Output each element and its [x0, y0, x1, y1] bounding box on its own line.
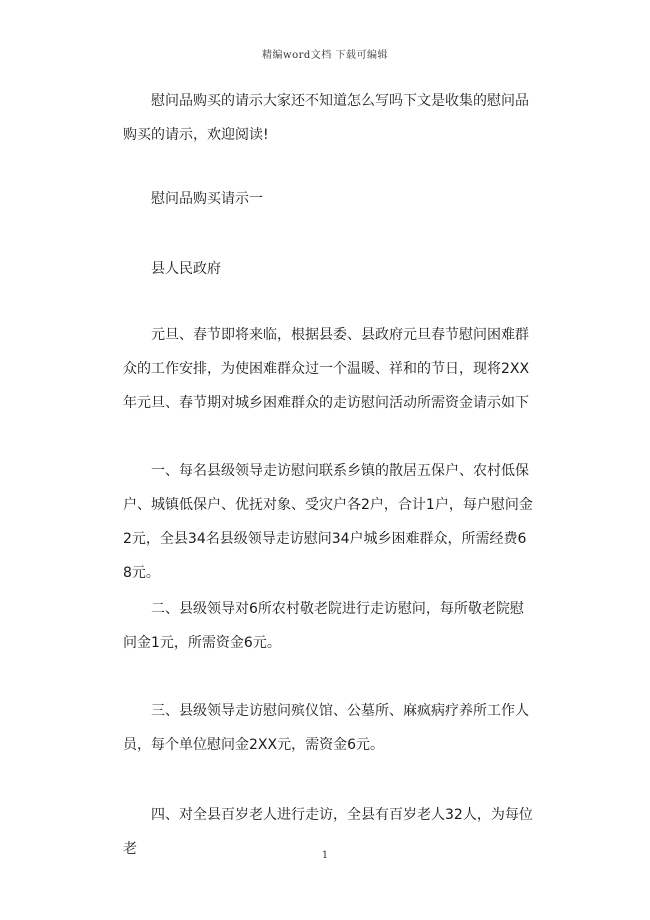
intro-paragraph: 慰问品购买的请示大家还不知道怎么写吗下文是收集的慰问品购买的请示，欢迎阅读!	[123, 93, 529, 143]
page-header: 精编word文档 下载可编辑	[262, 50, 388, 61]
item-four: 四、对全县百岁老人进行走访，全县有百岁老人32人，为每位老	[123, 807, 533, 857]
section-title: 慰问品购买请示一	[151, 191, 263, 207]
item-three: 三、县级领导走访慰问殡仪馆、公墓所、麻疯病疗养所工作人员，每个单位慰问金2XX元，需资金6元。	[123, 703, 529, 753]
page-number: 1	[321, 850, 329, 861]
recipient-line: 县人民政府	[151, 261, 221, 277]
item-two: 二、县级领导对6所农村敬老院进行走访慰问，每所敬老院慰问金1元，所需资金6元。	[123, 601, 524, 651]
body-paragraph-1: 元旦、春节即将来临，根据县委、县政府元旦春节慰问困难群众的工作安排，为使困难群众过一个温暖、祥和的节日，现将2XX年元旦、春节期对城乡困难群众的走访慰问活动所需资金请示如下	[123, 327, 530, 411]
item-one: 一、每名县级领导走访慰问联系乡镇的散居五保户、农村低保户、城镇低保户、优抚对象、受灾户各2户，合计1户，每户慰问金2元，全县34名县级领导走访慰问34户城乡困难群众，所需经费68元。	[123, 463, 533, 581]
